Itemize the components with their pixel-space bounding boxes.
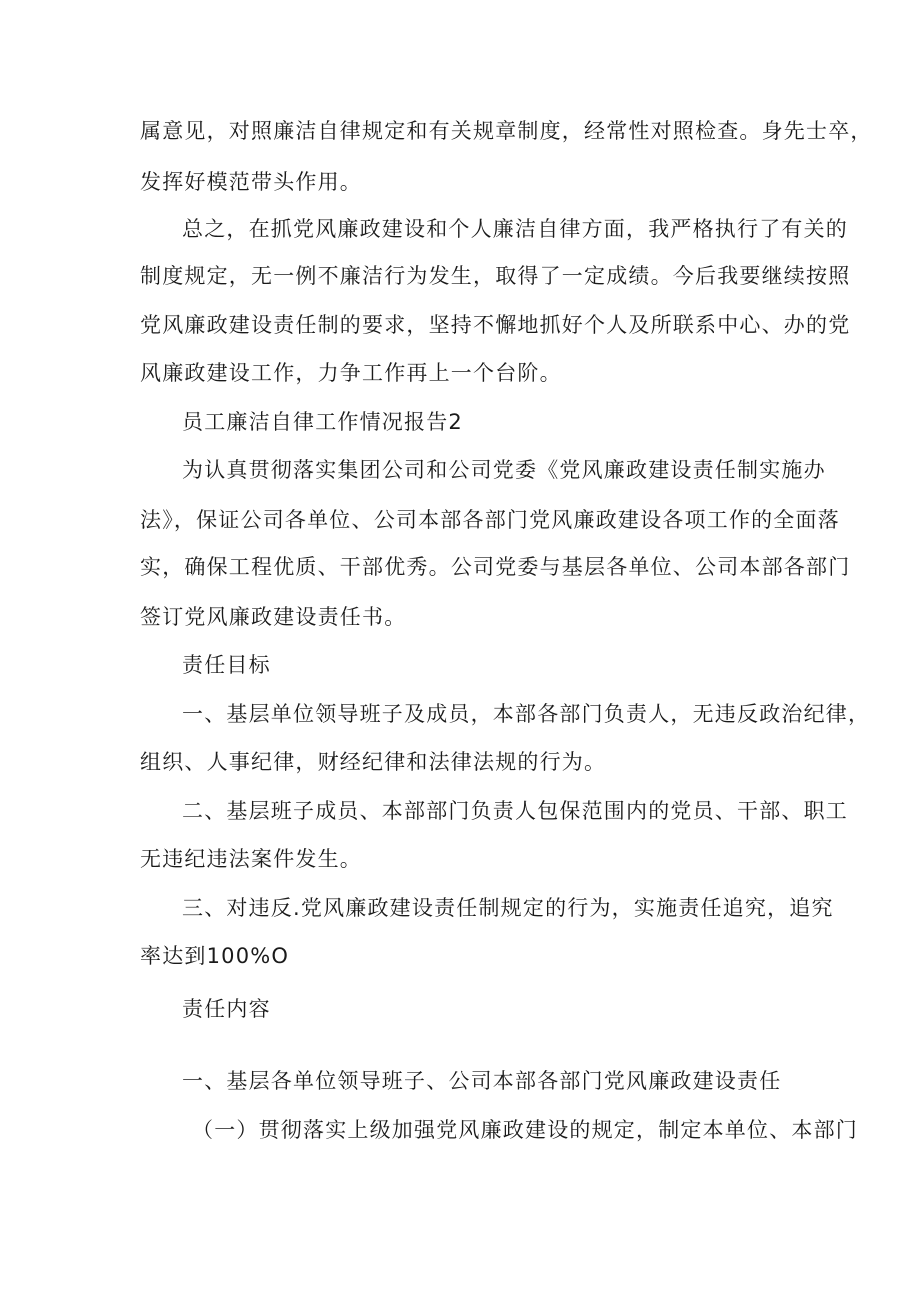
paragraph-line-14: 无违纪违法案件发生。 xyxy=(140,847,362,871)
heading-responsibility-goals: 责任目标 xyxy=(182,653,271,677)
section-heading-report-2: 员工廉洁自律工作情况报告2 xyxy=(182,410,463,434)
paragraph-line-16: 率达到100%O xyxy=(140,944,290,968)
paragraph-line-18: （一）贯彻落实上级加强党风廉政建设的规定，制定本单位、本部门 xyxy=(192,1118,858,1142)
paragraph-line-7: 为认真贯彻落实集团公司和公司党委《党风廉政建设责任制实施办 xyxy=(182,458,826,482)
paragraph-line-4: 制度规定，无一例不廉洁行为发生，取得了一定成绩。今后我要继续按照 xyxy=(140,264,851,288)
paragraph-line-6: 风廉政建设工作，力争工作再上一个台阶。 xyxy=(140,361,562,385)
heading-responsibility-content: 责任内容 xyxy=(182,997,271,1021)
paragraph-line-10: 签订党风廉政建设责任书。 xyxy=(140,605,407,629)
paragraph-line-13: 二、基层班子成员、本部部门负责人包保范围内的党员、干部、职工 xyxy=(182,799,848,823)
paragraph-line-5: 党风廉政建设责任制的要求，坚持不懈地抓好个人及所联系中心、办的党 xyxy=(140,313,851,337)
paragraph-line-12: 组织、人事纪律，财经纪律和法律法规的行为。 xyxy=(140,750,607,774)
paragraph-line-17: 一、基层各单位领导班子、公司本部各部门党风廉政建设责任 xyxy=(182,1069,782,1093)
paragraph-line-3: 总之，在抓党风廉政建设和个人廉洁自律方面，我严格执行了有关的 xyxy=(182,217,848,241)
paragraph-line-8: 法》，保证公司各单位、公司本部各部门党风廉政建设各项工作的全面落 xyxy=(140,508,840,532)
paragraph-line-2: 发挥好模范带头作用。 xyxy=(140,170,362,194)
paragraph-line-15: 三、对违反.党风廉政建设责任制规定的行为，实施责任追究，追究 xyxy=(182,896,834,920)
paragraph-line-9: 实，确保工程优质、干部优秀。公司党委与基层各单位、公司本部各部门 xyxy=(140,555,851,579)
paragraph-line-11: 一、基层单位领导班子及成员，本部各部门负责人，无违反政治纪律， xyxy=(182,702,871,726)
paragraph-line-1: 属意见，对照廉洁自律规定和有关规章制度，经常性对照检查。身先士卒， xyxy=(140,119,873,143)
